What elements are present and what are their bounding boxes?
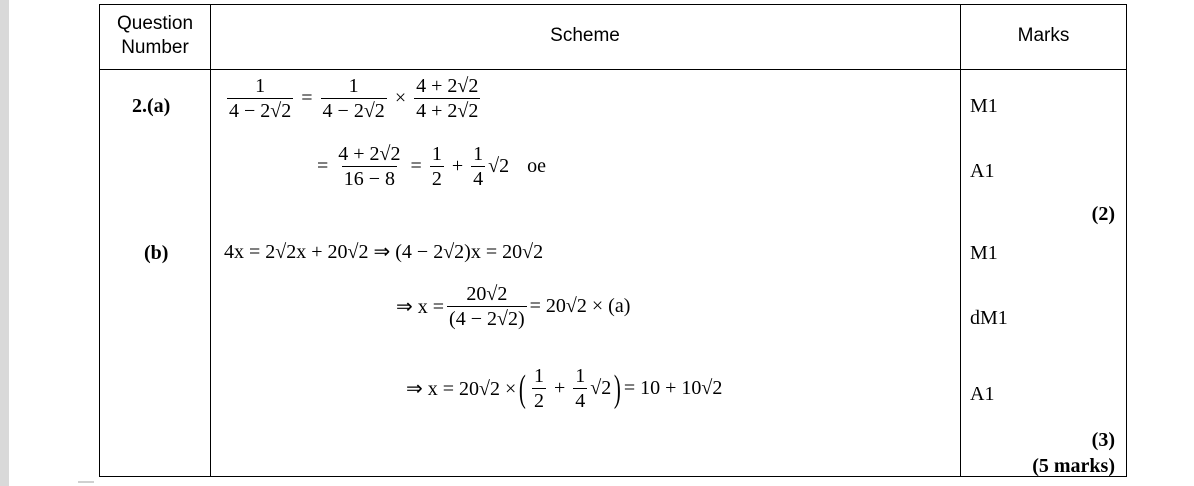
fraction: $\frac{4 + 2√2}{4 + 2√2}$ [416,75,479,122]
subtotal-b: (3) [1091,429,1115,451]
fraction: $\frac{1}{4}$ [575,365,586,412]
grand-total: (5 marks) [1032,455,1115,477]
fraction: $\frac{1}{2}$ [533,365,544,412]
mark-b1: M1 [970,242,998,264]
mark-b3: A1 [970,383,995,405]
fraction: $\frac{1}{4 - 2√2}$ [229,75,292,122]
header-divider [100,69,1126,70]
question-label-2a: 2.(a) [132,95,171,117]
page-artifact [78,481,94,483]
scheme-line-a1: $\frac{1}{4 - 2√2}$ = $\frac{1}{4 - 2√2}$ × $\frac{4 + 2√2}{4 + 2√2}$ [229,75,479,122]
subtotal-a: (2) [1091,203,1115,225]
fraction: $\frac{1}{4}$ [473,143,484,190]
fraction: $\frac{1}{4 - 2√2}$ [322,75,385,122]
header-scheme: Scheme [550,25,620,46]
scheme-line-b1: 4x = 2√2x + 20√2 ⇒ (4 − 2√2)x = 20√2 [224,241,544,263]
scheme-line-b3: ⇒ x = 20√2 × ( $\frac{1}{2}$ + $\frac{1}{4}$ √2 ) = 10 + 10√2 [406,365,723,412]
scheme-line-a2: = $\frac{4 + 2√2}{16 - 8}$ = $\frac{1}{2}$ + $\frac{1}{4}$ √2 oe [317,143,546,190]
column-divider [210,5,211,476]
fraction: $\frac{4 + 2√2}{16 - 8}$ [338,143,401,190]
scheme-line-b2: ⇒ x = $\frac{20√2}{(4 - 2√2)}$ = 20√2 × (a) [396,283,631,330]
mark-a2: A1 [970,160,995,182]
oe-note: oe [527,155,546,177]
column-divider [960,5,961,476]
mark-scheme-table [99,4,1127,477]
header-question-number: Question Number [116,13,194,58]
mark-a1: M1 [970,95,998,117]
fraction: $\frac{20√2}{(4 - 2√2)}$ [449,283,525,330]
header-marks: Marks [1017,25,1070,46]
page-left-edge [0,0,9,486]
mark-b2: dM1 [970,307,1008,329]
question-label-2b: (b) [144,242,169,264]
fraction: $\frac{1}{2}$ [431,143,442,190]
